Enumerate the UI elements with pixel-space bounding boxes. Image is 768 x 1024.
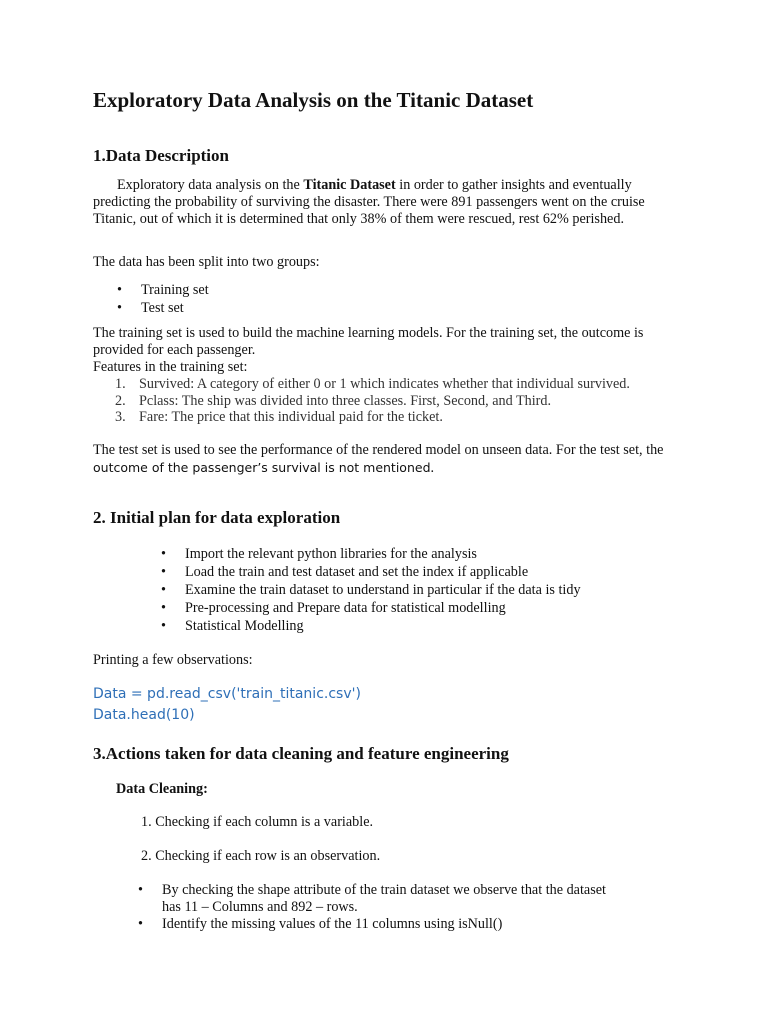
features-label: Features in the training set: <box>93 359 248 375</box>
data-cleaning-subheading: Data Cleaning: <box>116 781 208 797</box>
list-item: 1. Survived: A category of either 0 or 1 which indicates whether that individual survived. <box>115 376 630 392</box>
intro-text-end: in order to gather insights and eventually predicting the probability of surviving the disaster. There were 891 passengers went on the cruise Titanic, out of which it is determined that only 38% of them were rescued, rest 62% perished. <box>93 177 645 227</box>
training-text: The training set is used to build the machine learning models. For the training set, the outcome is provided for each passenger. <box>93 325 644 358</box>
list-item: • Load the train and test dataset and set the index if applicable <box>161 564 529 580</box>
bullet-icon: • <box>161 546 166 562</box>
list-item: • Identify the missing values of the 11 columns using isNull() <box>138 916 503 932</box>
step-2: 2. Checking if each row is an observation. <box>141 848 381 864</box>
list-item: • Examine the train dataset to understand in particular if the data is tidy <box>161 582 581 598</box>
list-item: • Test set <box>117 300 184 316</box>
plan-list <box>161 545 581 635</box>
bullet-icon: • <box>161 582 166 598</box>
bullet-icon: • <box>138 916 143 932</box>
bullet-icon: • <box>117 300 122 316</box>
section1-intro <box>93 177 678 228</box>
split-text: The data has been split into two groups: <box>93 254 320 270</box>
bullet-icon: • <box>161 618 166 634</box>
printing-text: Printing a few observations: <box>93 652 253 668</box>
test-text-small: outcome of the passenger’s survival is not mentioned <box>93 460 431 475</box>
step-1: 1. Checking if each column is a variable. <box>141 814 374 830</box>
code-block <box>93 684 361 726</box>
intro-text-start: Exploratory data analysis on the <box>117 177 304 193</box>
cleaning-bullets <box>138 882 608 933</box>
intro-bold-term: Titanic Dataset <box>303 177 396 193</box>
code-line: Data.head(10) <box>93 707 195 723</box>
bullet-icon: • <box>117 282 122 298</box>
list-item: • Training set <box>117 282 209 298</box>
section3-heading: 3.Actions taken for data cleaning and feature engineering <box>93 744 509 763</box>
list-item: • Statistical Modelling <box>161 618 304 634</box>
list-item: • Pre-processing and Prepare data for statistical modelling <box>161 600 506 616</box>
document-title: Exploratory Data Analysis on the Titanic Dataset <box>93 88 534 112</box>
section2-heading: 2. Initial plan for data exploration <box>93 508 341 527</box>
features-list <box>115 376 630 426</box>
test-text: The test set is used to see the performance of the rendered model on unseen data. For the test set, the outcome of the passenger’s survival is not mentioned. <box>93 442 664 476</box>
bullet-icon: • <box>161 600 166 616</box>
code-line: Data = pd.read_csv('train_titanic.csv') <box>93 686 361 702</box>
list-item: • By checking the shape attribute of the train dataset we observe that the dataset has 11 – Columns and 892 – rows. <box>138 882 606 915</box>
list-item: • Import the relevant python libraries for the analysis <box>161 546 477 562</box>
list-item: 3. Fare: The price that this individual paid for the ticket. <box>115 409 443 425</box>
bullet-icon: • <box>138 882 143 898</box>
bullet-icon: • <box>161 564 166 580</box>
groups-list <box>117 281 209 317</box>
list-item: 2. Pclass: The ship was divided into three classes. First, Second, and Third. <box>115 392 552 409</box>
section1-heading: 1.Data Description <box>93 146 229 165</box>
